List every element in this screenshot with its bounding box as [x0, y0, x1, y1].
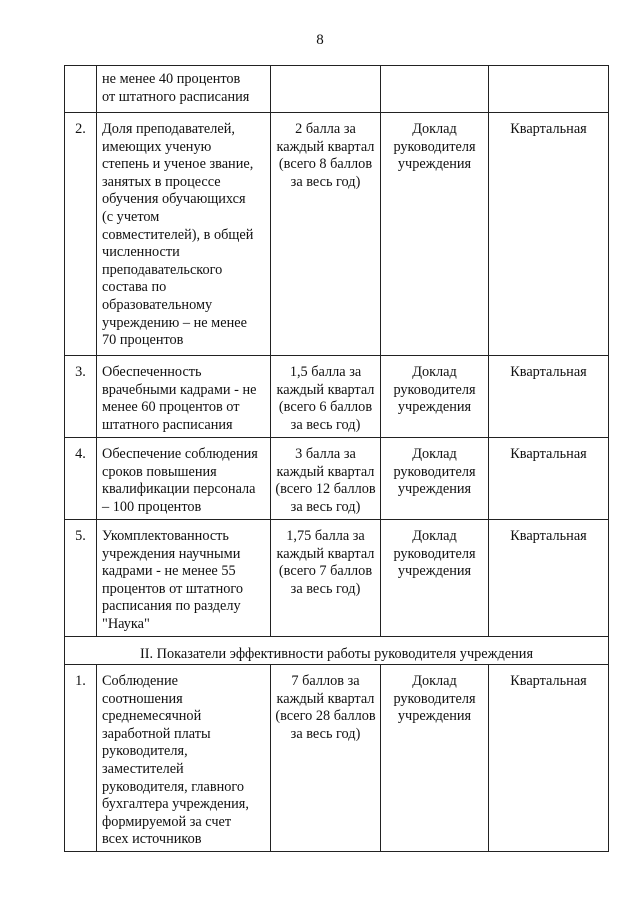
- row-number: 4.: [65, 438, 97, 520]
- text-line: квалификации персонала: [102, 481, 256, 498]
- text-line: "Наука": [102, 615, 150, 632]
- indicator-name: [97, 66, 271, 113]
- text-line: заработной платы: [102, 725, 211, 742]
- text-line: формируемой за счет: [102, 813, 232, 830]
- indicator-name: [97, 520, 271, 637]
- text-line: образовательному: [102, 296, 213, 313]
- text-line: руководителя: [393, 381, 476, 398]
- text-line: расписания по разделу: [102, 598, 241, 615]
- text-line: Доля преподавателей,: [102, 121, 235, 137]
- text-line: занятых в процессе: [102, 173, 221, 190]
- text-line: Укомплектованность: [102, 528, 229, 544]
- text-line: учреждения: [397, 399, 472, 416]
- text-line: сроков повышения: [102, 463, 217, 480]
- indicator-name: [97, 356, 271, 438]
- text-line: учреждения научными: [102, 545, 241, 562]
- text-line: (всего 7 баллов: [278, 563, 373, 580]
- text-line: каждый квартал: [276, 463, 375, 480]
- text-line: Доклад: [412, 446, 457, 462]
- indicator-name: [97, 438, 271, 520]
- period-cell: Квартальная: [489, 356, 609, 438]
- score-cell: [271, 113, 381, 356]
- text-line: менее 60 процентов от: [102, 399, 240, 416]
- text-line: кадрами - не менее 55: [102, 563, 236, 580]
- text-line: учреждения: [397, 156, 472, 173]
- text-line: за весь год): [290, 498, 361, 515]
- text-line: за весь год): [290, 416, 361, 433]
- text-line: Обеспечение соблюдения: [102, 446, 258, 462]
- text-line: бухгалтера учреждения,: [102, 796, 249, 813]
- row-number: 2.: [65, 113, 97, 356]
- text-line: 1,75 балла за: [286, 528, 365, 544]
- text-line: каждый квартал: [276, 545, 375, 562]
- text-line: преподавательского: [102, 261, 223, 278]
- text-line: обучения обучающихся: [102, 191, 246, 208]
- text-line: (всего 12 баллов: [275, 481, 376, 498]
- text-line: каждый квартал: [276, 381, 375, 398]
- text-line: врачебными кадрами - не: [102, 381, 257, 398]
- text-line: каждый квартал: [276, 690, 375, 707]
- report-cell: [381, 520, 489, 637]
- period-cell: Квартальная: [489, 520, 609, 637]
- text-line: (всего 28 баллов: [275, 708, 376, 725]
- text-line: 2 балла за: [295, 121, 356, 137]
- report-cell: [381, 665, 489, 852]
- score-cell: [271, 356, 381, 438]
- score-cell: [271, 665, 381, 852]
- text-line: руководителя: [393, 463, 476, 480]
- score-cell: [271, 520, 381, 637]
- table-row: [65, 665, 609, 852]
- text-line: Доклад: [412, 364, 457, 380]
- text-line: Доклад: [412, 528, 457, 544]
- report-cell: [381, 66, 489, 113]
- period-cell: Квартальная: [489, 438, 609, 520]
- text-line: руководителя: [393, 545, 476, 562]
- table-row: [65, 438, 609, 520]
- text-line: не менее 40 процентов: [102, 71, 241, 87]
- table-row: [65, 113, 609, 356]
- text-line: за весь год): [290, 725, 361, 742]
- text-line: учреждения: [397, 481, 472, 498]
- text-line: состава по: [102, 279, 167, 296]
- text-line: 1,5 балла за: [289, 364, 362, 380]
- text-line: 70 процентов: [102, 332, 184, 349]
- report-cell: [381, 438, 489, 520]
- period-cell: Квартальная: [489, 665, 609, 852]
- text-line: (всего 8 баллов: [278, 156, 373, 173]
- score-cell: [271, 438, 381, 520]
- text-line: заместителей: [102, 760, 184, 777]
- table-row: [65, 66, 609, 113]
- text-line: – 100 процентов: [102, 498, 202, 515]
- indicator-name: [97, 113, 271, 356]
- text-line: степень и ученое звание,: [102, 156, 254, 173]
- indicator-name: [97, 665, 271, 852]
- text-line: имеющих ученую: [102, 138, 212, 155]
- text-line: Доклад: [412, 121, 457, 137]
- text-line: соотношения: [102, 690, 183, 707]
- text-line: учреждения: [397, 563, 472, 580]
- row-number: 1.: [65, 665, 97, 852]
- table-row: [65, 356, 609, 438]
- section-title: II. Показатели эффективности работы руководителя учреждения: [65, 637, 609, 665]
- text-line: всех источников: [102, 831, 202, 848]
- period-cell: [489, 66, 609, 113]
- text-line: (всего 6 баллов: [278, 399, 373, 416]
- page-number: 8: [316, 32, 324, 48]
- section-header-row: [65, 637, 609, 665]
- text-line: руководителя,: [102, 743, 188, 760]
- text-line: штатного расписания: [102, 416, 233, 433]
- text-line: совместителей), в общей: [102, 226, 254, 243]
- indicators-table: [64, 65, 609, 852]
- text-line: численности: [102, 244, 180, 261]
- text-line: Соблюдение: [102, 673, 178, 689]
- text-line: руководителя, главного: [102, 778, 245, 795]
- text-line: Доклад: [412, 673, 457, 689]
- table-row: [65, 520, 609, 637]
- row-number: 3.: [65, 356, 97, 438]
- report-cell: [381, 113, 489, 356]
- text-line: 7 баллов за: [291, 673, 360, 689]
- period-cell: Квартальная: [489, 113, 609, 356]
- text-line: каждый квартал: [276, 138, 375, 155]
- score-cell: [271, 66, 381, 113]
- text-line: от штатного расписания: [102, 88, 250, 105]
- text-line: Обеспеченность: [102, 364, 202, 380]
- report-cell: [381, 356, 489, 438]
- text-line: учреждения: [397, 708, 472, 725]
- text-line: за весь год): [290, 580, 361, 597]
- text-line: среднемесячной: [102, 708, 202, 725]
- text-line: руководителя: [393, 690, 476, 707]
- row-number: 5.: [65, 520, 97, 637]
- text-line: 3 балла за: [295, 446, 356, 462]
- text-line: (с учетом: [102, 208, 160, 225]
- row-number: [65, 66, 97, 113]
- text-line: руководителя: [393, 138, 476, 155]
- text-line: за весь год): [290, 173, 361, 190]
- text-line: учреждению – не менее: [102, 314, 247, 331]
- text-line: процентов от штатного: [102, 580, 244, 597]
